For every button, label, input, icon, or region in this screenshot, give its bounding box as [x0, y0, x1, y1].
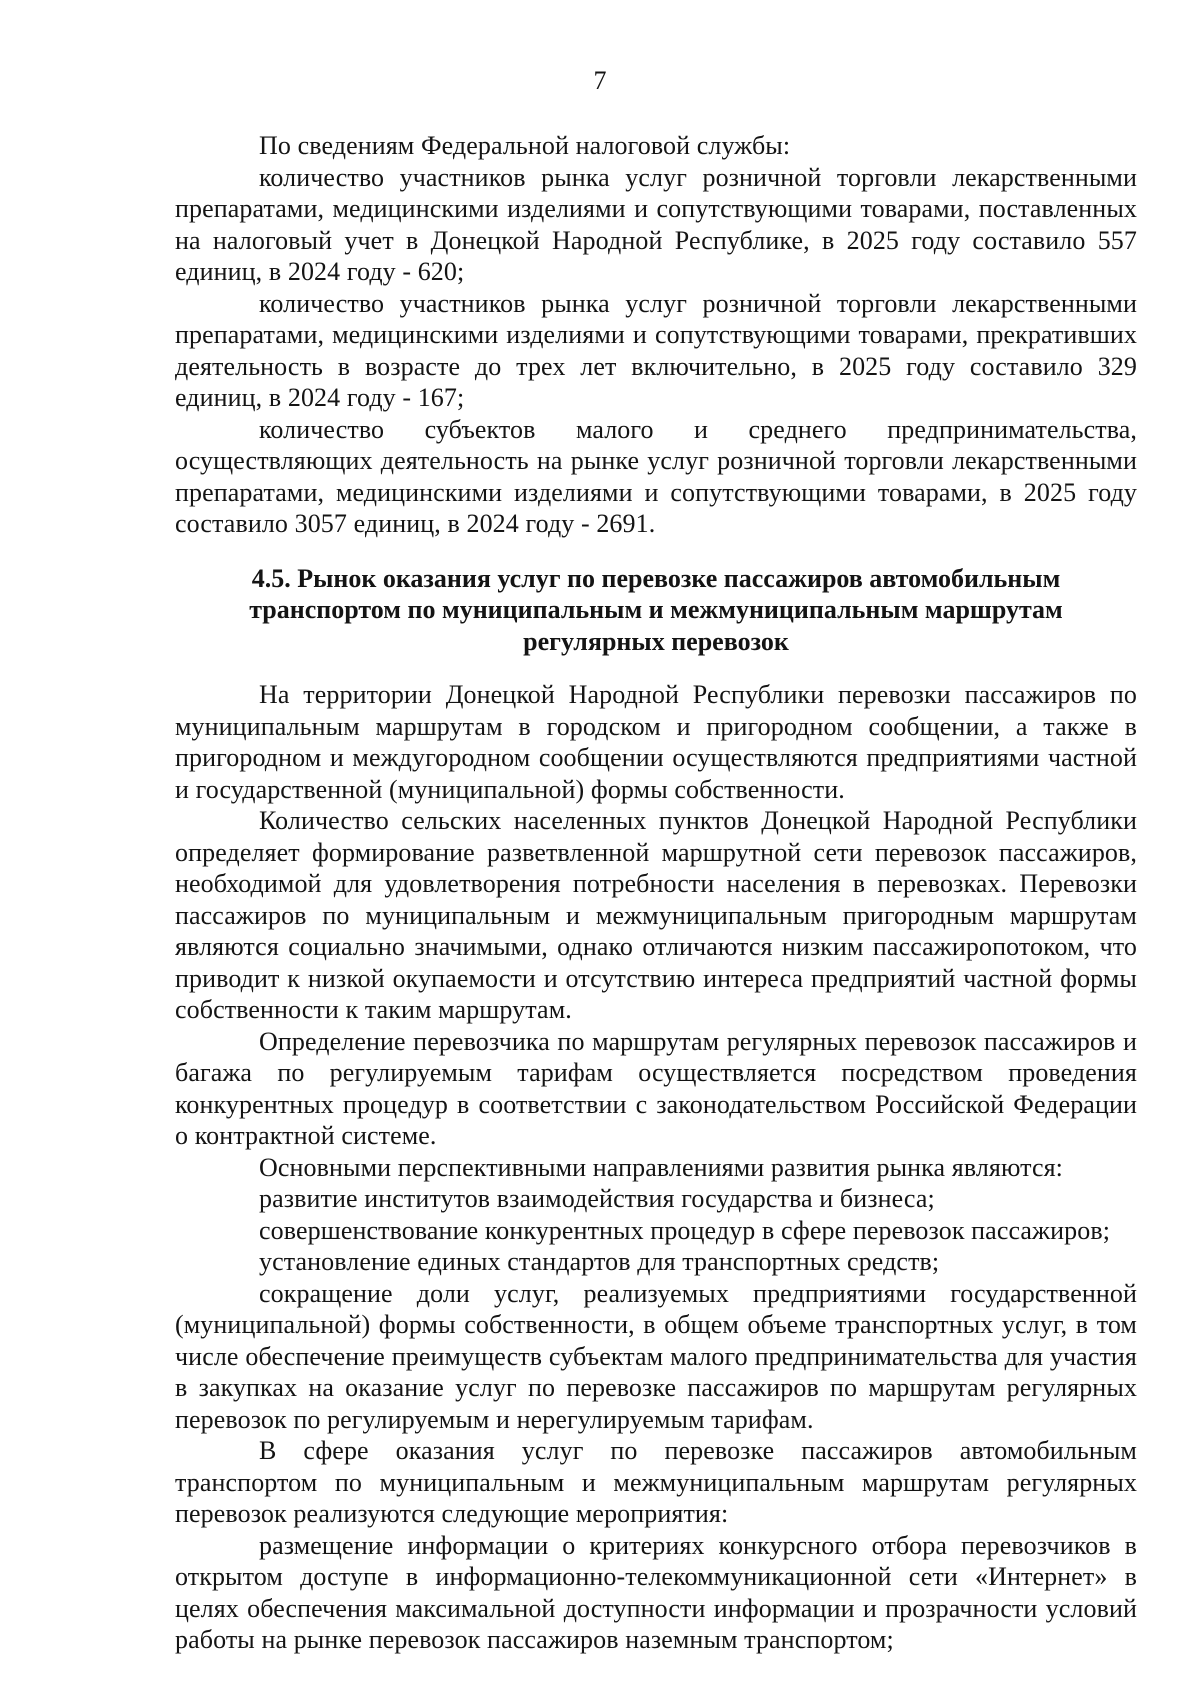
section-4-5-paragraph-9: В сфере оказания услуг по перевозке пассажиров автомобильным транспортом по муниципальным и межмуниципальным маршрутам регулярных перевозок реализуются следующие мероприятия: [175, 1436, 1137, 1528]
page-number: 7 [593, 66, 607, 95]
section-4-5-paragraph-2: Количество сельских населенных пунктов Донецкой Народной Республики определяет формирование разветвленной маршрутной сети перевозок пассажиров, необходимой для удовлетворения потребности населения в перевозках. Перевозки пассажиров по муниципальным и межмуниципальным пригородным маршрутам являются социально значимыми, однако отличаются низким пассажиропотоком, что приводит к низкой окупаемости и отсутствию интереса предприятий частной формы собственности к таким маршрутам. [175, 806, 1137, 1024]
section-4-5-paragraph-8: сокращение доли услуг, реализуемых предприятиями государственной (муниципальной) формы собственности, в общем объеме транспортных услуг, в том числе обеспечение преимуществ субъектам малого предпринимательства для участия в закупках на оказание услуг по перевозке пассажиров по маршрутам регулярных перевозок по регулируемым и нерегулируемым тарифам. [175, 1278, 1137, 1434]
section-4-5-paragraph-3: Определение перевозчика по маршрутам регулярных перевозок пассажиров и багажа по регулируемым тарифам осуществляется посредством проведения конкурентных процедур в соответствии с законодательством Российской Федерации о контрактной системе. [175, 1026, 1137, 1150]
intro-paragraph-closed-participants: количество участников рынка услуг розничной торговли лекарственными препаратами, медицинскими изделиями и сопутствующими товарами, прекративших деятельность в возрасте до трех лет включительно, в 2025 году составило 329 единиц, в 2024 году - 167; [175, 288, 1137, 412]
intro-paragraph-small-business: количество субъектов малого и среднего предпринимательства, осуществляющих деятельность на рынке услуг розничной торговли лекарственными препаратами, медицинскими изделиями и сопутствующими товарами, в 2025 году составило 3057 единиц, в 2024 году - 2691. [175, 414, 1137, 538]
intro-paragraph-tax-service: По сведениям Федеральной налоговой службы: [259, 131, 791, 160]
section-4-5-paragraph-4: Основными перспективными направлениями развития рынка являются: [259, 1152, 1063, 1182]
section-4-5-paragraph-5: развитие институтов взаимодействия государства и бизнеса; [259, 1184, 935, 1213]
section-4-5-paragraph-1: На территории Донецкой Народной Республики перевозки пассажиров по муниципальным маршрутам в городском и пригородном сообщении, а также в пригородном и междугородном сообщении осуществляются предприятиями частной и государственной (муниципальной) формы собственности. [175, 680, 1137, 804]
section-4-5-paragraph-6: совершенствование конкурентных процедур в сфере перевозок пассажиров; [259, 1215, 1111, 1245]
section-4-5-paragraph-7: установление единых стандартов для транспортных средств; [259, 1247, 940, 1276]
section-heading-4-5: 4.5. Рынок оказания услуг по перевозке пассажиров автомобильным транспортом по муниципальным и межмуниципальным маршрутам регулярных перевозок [249, 563, 1063, 656]
intro-paragraph-registered-participants: количество участников рынка услуг розничной торговли лекарственными препаратами, медицинскими изделиями и сопутствующими товарами, поставленных на налоговый учет в Донецкой Народной Республике, в 2025 году составило 557 единиц, в 2024 году - 620; [175, 162, 1137, 286]
document-body [175, 130, 1137, 1656]
section-4-5-paragraph-10: размещение информации о критериях конкурсного отбора перевозчиков в открытом доступе в информационно-телекоммуникационной сети «Интернет» в целях обеспечения максимальной доступности информации и прозрачности условий работы на рынке перевозок пассажиров наземным транспортом; [175, 1530, 1137, 1654]
